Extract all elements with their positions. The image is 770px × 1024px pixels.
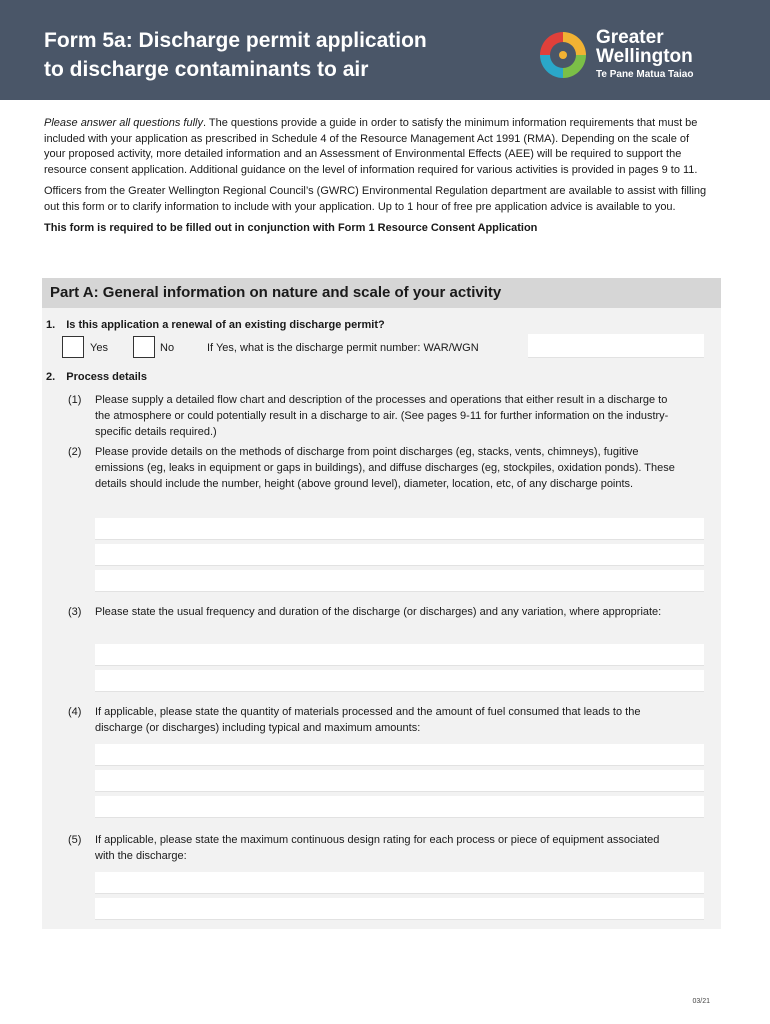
intro-p1-text: . The questions provide a guide in order to satisfy the minimum information requirements that must be included with your application as prescribed in Schedule 4 of the Resource Management Act 1991 (RMA). Depending on the scale of your proposed activity, more detailed information and an Assessment of Environmental Effects (AEE) will be required to support the resource consent application. Additional guidance on the level of information required for various activities is provided in pages 9 to 11. bbox=[44, 117, 698, 176]
logo-wordmark bbox=[596, 28, 736, 66]
intro-paragraph-2: Officers from the Greater Wellington Regional Council’s (GWRC) Environmental Regulation department are available to assist with filling out this form or to clarify information to include with your application. Up to 1 hour of free pre application advice is available to you. bbox=[44, 185, 707, 213]
process-item-1 bbox=[68, 392, 708, 440]
process-item-2 bbox=[68, 444, 708, 508]
question-2-number: 2. bbox=[46, 371, 56, 383]
logo-swirl-icon bbox=[536, 28, 590, 82]
process-item-4 bbox=[68, 704, 708, 736]
no-checkbox[interactable] bbox=[133, 336, 155, 358]
process-item-3-field-2[interactable] bbox=[95, 670, 704, 692]
process-item-5-field-1[interactable] bbox=[95, 872, 704, 894]
process-item-5-field-2[interactable] bbox=[95, 898, 704, 920]
question-1 bbox=[46, 318, 646, 334]
process-item-5-text: If applicable, please state the maximum continuous design rating for each process or piece of equipment associated with the discharge: bbox=[95, 834, 660, 862]
process-item-5 bbox=[68, 832, 708, 864]
process-item-3 bbox=[68, 604, 708, 636]
intro-form1-note: This form is required to be filled out in conjunction with Form 1 Resource Consent Application bbox=[44, 222, 538, 234]
process-item-2-field-2[interactable] bbox=[95, 544, 704, 566]
intro-section bbox=[44, 116, 710, 243]
form-title-line1: Form 5a: Discharge permit application bbox=[44, 29, 427, 52]
no-label: No bbox=[160, 342, 175, 354]
process-item-2-text: Please provide details on the methods of discharge from point discharges (eg, stacks, vents, chimneys), fugitive emissions (eg, leaks in equipment or gaps in buildings), and diffuse discharges (eg, stockpiles, oxidation ponds). These details should include the number, height (above ground level), diameter, location, etc, of any discharge points. bbox=[95, 446, 675, 490]
logo-subtitle: Te Pane Matua Taiao bbox=[596, 69, 694, 80]
process-item-3-field-1[interactable] bbox=[95, 644, 704, 666]
greater-wellington-logo bbox=[536, 28, 736, 84]
form-title bbox=[44, 26, 484, 84]
logo-wordmark-line1: Greater bbox=[596, 27, 664, 48]
logo-wordmark-line2: Wellington bbox=[596, 46, 693, 67]
process-item-2-field-3[interactable] bbox=[95, 570, 704, 592]
question-1-number: 1. bbox=[46, 319, 56, 331]
process-item-4-text: If applicable, please state the quantity of materials processed and the amount of fuel consumed that leads to the discharge (or discharges) including typical and maximum amounts: bbox=[95, 706, 641, 734]
yes-checkbox[interactable] bbox=[62, 336, 84, 358]
process-item-3-text: Please state the usual frequency and duration of the discharge (or discharges) and any variation, where appropriate: bbox=[95, 606, 662, 618]
intro-paragraph-1 bbox=[44, 116, 710, 178]
form-title-line2: to discharge contaminants to air bbox=[44, 58, 369, 81]
process-item-2-number: (2) bbox=[68, 446, 82, 458]
header-banner bbox=[0, 0, 770, 100]
intro-lead: Please answer all questions fully bbox=[44, 117, 203, 129]
form-version-code: 03/21 bbox=[692, 998, 710, 1005]
process-item-2-field-1[interactable] bbox=[95, 518, 704, 540]
part-a-title: Part A: General information on nature and scale of your activity bbox=[42, 278, 721, 308]
process-item-4-number: (4) bbox=[68, 706, 82, 718]
process-item-1-number: (1) bbox=[68, 394, 82, 406]
part-a-panel bbox=[42, 278, 721, 929]
process-item-4-field-3[interactable] bbox=[95, 796, 704, 818]
process-item-3-number: (3) bbox=[68, 606, 82, 618]
process-item-5-number: (5) bbox=[68, 834, 82, 846]
process-item-4-field-2[interactable] bbox=[95, 770, 704, 792]
permit-number-label: If Yes, what is the discharge permit number: WAR/WGN bbox=[207, 342, 479, 354]
question-1-text: Is this application a renewal of an existing discharge permit? bbox=[66, 319, 385, 331]
yes-label: Yes bbox=[90, 342, 108, 354]
question-2-text: Process details bbox=[66, 371, 147, 383]
process-item-1-text: Please supply a detailed flow chart and description of the processes and operations that either result in a discharge to the atmosphere or could potentially result in a discharge to air. (See pages 9-11 for further information on the industry-specific details required.) bbox=[95, 394, 669, 438]
permit-number-field[interactable] bbox=[528, 334, 704, 358]
question-2 bbox=[46, 370, 646, 386]
process-item-4-field-1[interactable] bbox=[95, 744, 704, 766]
